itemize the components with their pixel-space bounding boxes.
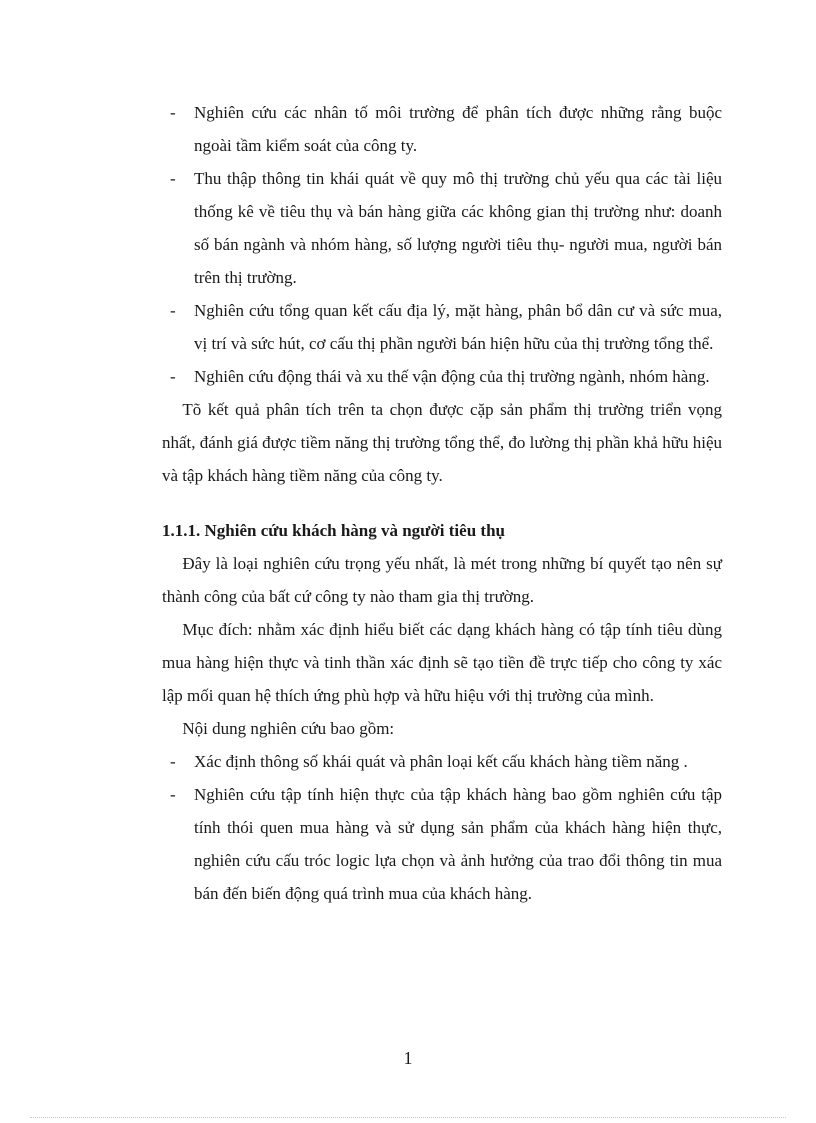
bullet-marker: - [170,752,176,771]
bullet-text: Nghiên cứu các nhân tố môi trường để phân tích được những rằng buộc ngoài tầm kiểm soát của công ty. [194,103,722,155]
bullet-marker: - [170,169,176,188]
page-content [162,96,722,910]
bullet-text: Nghiên cứu tập tính hiện thực của tập khách hàng bao gồm nghiên cứu tập tính thói quen mua hàng và sử dụng sản phẩm của khách hàng hiện thực, nghiên cứu cấu tróc logic lựa chọn và ảnh hưởng của trao đổi thông tin mua bán đến biến động quá trình mua của khách hàng. [194,785,722,903]
section-paragraph: Mục đích: nhằm xác định hiểu biết các dạng khách hàng có tập tính tiêu dùng mua hàng hiện thực và tinh thần xác định sẽ tạo tiền đề trực tiếp cho công ty xác lập mối quan hệ thích ứng phù hợp và hữu hiệu với thị trường của mình. [162,620,722,705]
footer-divider [30,1117,786,1118]
bullet-item [162,294,722,360]
section-heading: 1.1.1. Nghiên cứu khách hàng và người tiêu thụ [162,521,505,540]
summary-paragraph: Tõ kết quả phân tích trên ta chọn được cặp sản phẩm thị trường triển vọng nhất, đánh giá được tiềm năng thị trường tổng thể, đo lường thị phần khả hữu hiệu và tập khách hàng tiềm năng của công ty. [162,400,722,485]
section-paragraph: Đây là loại nghiên cứu trọng yếu nhất, là mét trong những bí quyết tạo nên sự thành công của bất cứ công ty nào tham gia thị trường. [162,554,722,606]
bullet-item [162,162,722,294]
bullet-text: Xác định thông số khái quát và phân loại kết cấu khách hàng tiềm năng . [194,752,688,771]
bullet-item [162,360,722,393]
bullet-marker: - [170,367,176,386]
bullet-marker: - [170,301,176,320]
bullet-text: Nghiên cứu động thái và xu thế vận động của thị trường ngành, nhóm hàng. [194,367,710,386]
bullet-text: Thu thập thông tin khái quát về quy mô thị trường chủ yếu qua các tài liệu thống kê về tiêu thụ và bán hàng giữa các không gian thị trường như: doanh số bán ngành và nhóm hàng, số lượng người tiêu thụ- người mua, người bán trên thị trường. [194,169,722,287]
bullet-marker: - [170,103,176,122]
bullet-item [162,745,722,778]
section-paragraph: Nội dung nghiên cứu bao gồm: [182,719,395,738]
bullet-marker: - [170,785,176,804]
bullet-text: Nghiên cứu tổng quan kết cấu địa lý, mặt hàng, phân bổ dân cư và sức mua, vị trí và sức hút, cơ cấu thị phần người bán hiện hữu của thị trường tổng thể. [194,301,722,353]
bullet-item [162,778,722,910]
page-number: 1 [403,1048,413,1068]
bullet-item [162,96,722,162]
